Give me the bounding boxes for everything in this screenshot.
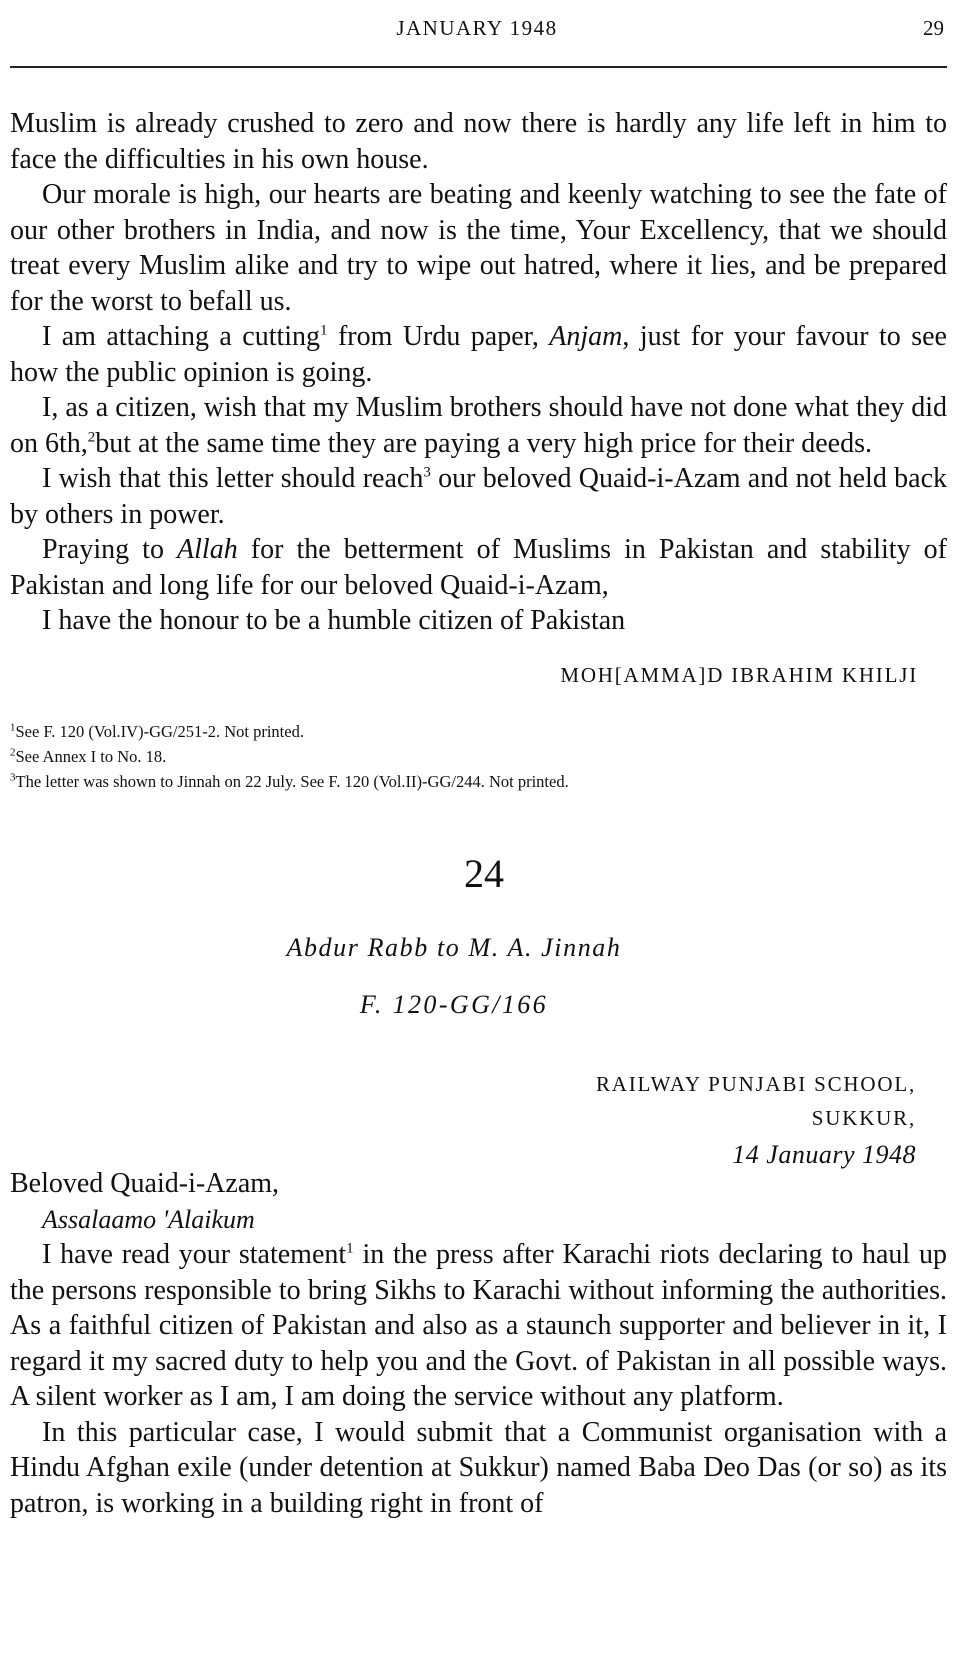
letter-24-body <box>10 1237 947 1521</box>
footnote-ref: 2 <box>87 429 96 446</box>
paragraph <box>10 390 947 461</box>
text-run: from Urdu paper, <box>327 321 550 352</box>
newspaper-name: Anjam <box>549 321 623 352</box>
footnote-text: See F. 120 (Vol.IV)-GG/251-2. Not printed. <box>15 722 304 741</box>
footnotes <box>10 719 947 794</box>
page-number: 29 <box>923 16 944 40</box>
signature: MOH[AMMA]D IBRAHIM KHILJI <box>560 663 918 687</box>
footnote-marker: 2 <box>10 746 16 759</box>
text-run: I have read your statement <box>42 1239 347 1270</box>
footnote-ref: 1 <box>346 1240 354 1257</box>
paragraph: Muslim is already crushed to zero and now there is hardly any life left in him to face the difficulties in his own house. <box>10 108 947 175</box>
letter-23-body <box>10 106 947 639</box>
text-run: in the press after Karachi riots declaring to haul up the persons responsible to bring Sikhs to Karachi without informing the authorities. As a faithful citizen of Pakistan and also as a staunch supporter and believer in it, I regard it my sacred duty to help you and the Govt. of Pakistan in all possible ways. A silent worker as I am, I am doing the service without any platform. <box>10 1239 947 1412</box>
text-run: , just for your favour to see how the public opinion is going. <box>10 321 947 388</box>
emphasis-word: Allah <box>177 534 238 565</box>
greeting: Assalaamo 'Alaikum <box>42 1205 255 1234</box>
running-title: JANUARY 1948 <box>396 16 558 40</box>
footnote-marker: 1 <box>10 721 16 734</box>
paragraph <box>10 532 947 603</box>
document-number: 24 <box>464 851 504 896</box>
header-rule <box>10 66 947 68</box>
text-run: I, as a citizen, wish that my Muslim brothers should have not done what they did on 6th, <box>10 392 947 459</box>
paragraph <box>10 461 947 532</box>
text-run: Praying to <box>42 534 178 565</box>
footnote <box>10 769 947 794</box>
file-reference: F. 120-GG/166 <box>359 990 549 1019</box>
letter-date: 14 January 1948 <box>732 1140 916 1169</box>
text-run: but at the same time they are paying a very high price for their deeds. <box>95 427 872 459</box>
footnote-ref: 1 <box>320 322 328 339</box>
paragraph <box>10 1237 947 1415</box>
footnote-text: The letter was shown to Jinnah on 22 July. See F. 120 (Vol.II)-GG/244. Not printed. <box>15 772 569 791</box>
footnote-ref: 3 <box>423 464 431 481</box>
text-run: for the betterment of Muslims in Pakistan and stability of Pakistan and long life for our beloved Quaid-i-Azam, <box>10 534 947 601</box>
document-heading: Abdur Rabb to M. A. Jinnah <box>286 933 622 962</box>
salutation: Beloved Quaid-i-Azam, <box>10 1168 280 1199</box>
footnote <box>10 719 947 744</box>
footnote-marker: 3 <box>10 771 16 784</box>
footnote <box>10 744 947 769</box>
text-run: I wish that this letter should reach <box>42 463 424 494</box>
paragraph: In this particular case, I would submit that a Communist organisation with a Hindu Afghan exile (under detention at Sukkur) named Baba Deo Das (or so) as its patron, is working in a building right in front of <box>10 1416 947 1519</box>
text-run: I am attaching a cutting <box>42 321 321 352</box>
address-line: SUKKUR, <box>811 1106 916 1130</box>
address-line: RAILWAY PUNJABI SCHOOL, <box>595 1072 916 1096</box>
paragraph <box>10 319 947 390</box>
sender-address <box>596 1067 916 1175</box>
paragraph: Our morale is high, our hearts are beating and keenly watching to see the fate of our other brothers in India, and now is the time, Your Excellency, that we should treat every Muslim alike and try to wipe out hatred, where it lies, and be prepared for the worst to befall us. <box>10 179 947 317</box>
running-head <box>10 16 944 46</box>
text-run: our beloved Quaid-i-Azam and not held back by others in power. <box>10 463 947 530</box>
footnote-text: See Annex I to No. 18. <box>15 747 167 766</box>
closing-line: I have the honour to be a humble citizen of Pakistan <box>42 605 626 636</box>
